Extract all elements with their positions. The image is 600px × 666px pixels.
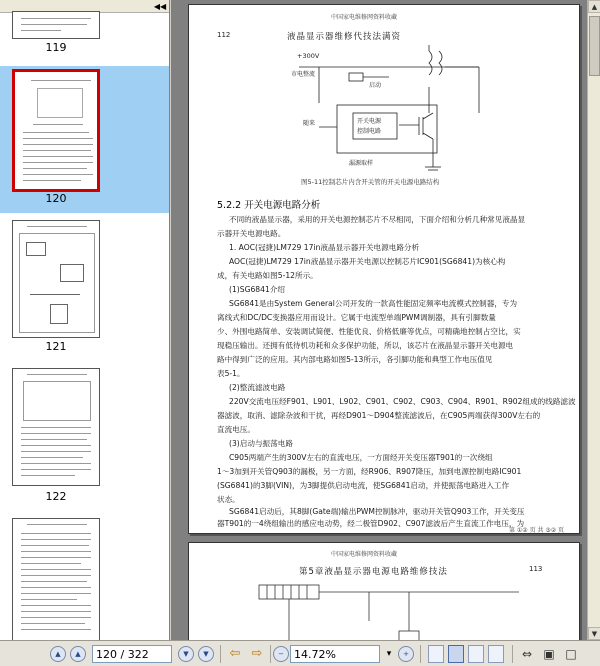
paragraph-line: 成，有关电路如图5-12所示。 xyxy=(217,271,318,280)
figure-sense-label: 漏源取样 xyxy=(349,160,374,167)
thumbnail-item[interactable] xyxy=(0,516,170,640)
paragraph-line: 少、外围电路简单、安装调试简便、性能优良、价格低廉等优点，可精确地控制占空比，实 xyxy=(217,327,521,336)
paragraph-line: AOC(冠捷)LM729 17in液晶显示器开关电源以控制芯片IC901(SG6841)为核心构 xyxy=(229,257,506,266)
paragraph-line: 器滤波，取消、滤除杂波和干扰，再经D901～D904整流滤波后，在C905两端获得300V左右的 xyxy=(217,411,541,420)
fit-page-icon[interactable]: ▣ xyxy=(543,647,555,661)
paragraph-line: (1)SG6841介绍 xyxy=(229,285,285,294)
paragraph-line: 路中得到广泛的应用。其内部电路如图5-13所示，各引脚功能和典型工作电压值见 xyxy=(217,355,493,364)
zoom-level-input[interactable] xyxy=(290,645,380,663)
scroll-up-icon[interactable]: ▲ xyxy=(588,0,600,13)
thumbnail-page-image xyxy=(12,69,100,192)
paragraph-line: SG6841是由System General公司开发的一款高性能固定频率电流模式控制器，专为 xyxy=(229,299,518,308)
figure-caption: 图5-11控制芯片内含开关管的开关电源电路结构 xyxy=(301,178,440,186)
thumbnail-page-number: 120 xyxy=(45,192,67,205)
figure-mains-label: 市电整流 xyxy=(291,71,316,78)
thumbnail-item[interactable] xyxy=(0,218,170,358)
paragraph-line: 不同的液晶显示器，采用的开关电源控制芯片不尽相同，下面介绍和分析几种常见液晶显 xyxy=(229,215,526,224)
thumbnail-sidebar[interactable] xyxy=(0,0,170,640)
paragraph-line: 直流电压。 xyxy=(217,425,255,434)
paragraph-line: SG6841启动后，其8脚(Gate端)输出PWM控制脉冲，驱动开关管Q903工作，开关变压 xyxy=(229,507,525,516)
pdf-page xyxy=(188,4,580,534)
thumbnail-page-image xyxy=(12,368,100,486)
thumbnail-page-number: 122 xyxy=(45,490,67,503)
running-title: 第5章液晶显示器电源电路维修技法 xyxy=(299,567,448,577)
circuit-figure xyxy=(249,581,529,640)
paragraph-line: 现稳压输出。还拥有低待机功耗和众多保护功能，所以，该芯片在液晶显示器开关电源电 xyxy=(217,341,514,350)
running-header: 中国家电维修网资料收藏 xyxy=(331,14,398,21)
next-page-icon[interactable]: ▼ xyxy=(178,646,194,662)
running-title: 液晶显示器维修代技法满资 xyxy=(287,32,402,42)
figure-voltage-label: +300V xyxy=(297,52,320,60)
navigation-toolbar xyxy=(0,640,600,666)
running-header: 中国家电维修网资料收藏 xyxy=(331,551,398,558)
collapse-sidebar-icon[interactable]: ◀◀ xyxy=(153,2,167,11)
paragraph-line: 状态。 xyxy=(217,495,240,504)
figure-fb-label: 随来 xyxy=(303,120,316,127)
figure-box-label-2: 控制电路 xyxy=(357,128,382,135)
figure-box-label-1: 开关电源 xyxy=(357,118,382,125)
facing-view-icon[interactable] xyxy=(468,645,484,663)
thumbnail-page-image xyxy=(12,220,100,338)
paragraph-line: (3)启动与振荡电路 xyxy=(229,439,293,448)
paragraph-line: 示器开关电源电路。 xyxy=(217,229,286,238)
single-page-view-icon[interactable] xyxy=(428,645,444,663)
paragraph-line: 离线式和DC/DC变换器应用而设计。它属于电流型单端PWM调制器，具有引脚数量 xyxy=(217,313,496,322)
continuous-facing-view-icon[interactable] xyxy=(488,645,504,663)
zoom-dropdown-icon[interactable]: ▾ xyxy=(386,649,392,659)
figure-start-label: 启动 xyxy=(369,82,382,89)
paragraph-line: 表5-1。 xyxy=(217,369,245,378)
scroll-down-icon[interactable]: ▼ xyxy=(588,627,600,640)
page-number: 113 xyxy=(529,565,543,573)
actual-size-icon[interactable]: □ xyxy=(565,647,577,661)
page-number-input[interactable] xyxy=(92,645,172,663)
continuous-view-icon[interactable] xyxy=(448,645,464,663)
pdf-page xyxy=(188,542,580,640)
thumbnail-item[interactable] xyxy=(0,366,170,508)
fit-width-icon[interactable]: ⇔ xyxy=(521,647,533,661)
document-view[interactable] xyxy=(171,0,587,640)
thumbnail-item[interactable] xyxy=(0,13,170,57)
paragraph-line: 1. AOC(冠捷)LM729 17in液晶显示器开关电源电路分析 xyxy=(229,243,420,252)
previous-page-icon[interactable]: ▲ xyxy=(70,646,86,662)
zoom-out-icon[interactable]: − xyxy=(273,646,289,662)
paragraph-line: (SG6841)的3脚(VIN)，为3脚提供启动电流，使SG6841启动，并使振荡电路进入工作 xyxy=(217,481,510,490)
section-title: 5.2.2 开关电源电路分析 xyxy=(217,200,321,211)
last-page-icon[interactable]: ▼ xyxy=(198,646,214,662)
thumbnail-item-selected[interactable] xyxy=(0,66,170,213)
paragraph-line: (2)整流滤波电路 xyxy=(229,383,286,392)
vertical-scrollbar[interactable] xyxy=(587,0,600,640)
first-page-icon[interactable]: ▲ xyxy=(50,646,66,662)
page-number: 112 xyxy=(217,31,231,39)
scrollbar-thumb[interactable] xyxy=(589,16,600,76)
thumbnail-page-number: 119 xyxy=(45,41,67,54)
paragraph-line: C905两端产生的300V左右的直流电压，一方面经开关变压器T901的一次绕组 xyxy=(229,453,493,462)
zoom-in-icon[interactable]: + xyxy=(398,646,414,662)
go-back-icon[interactable]: ⇦ xyxy=(229,646,241,661)
thumbnail-page-number: 121 xyxy=(45,340,67,353)
thumbnail-page-image xyxy=(12,11,100,39)
paragraph-line: 器T901的一4绕组输出的感应电动势，经二极管D902、C907滤波后产生直流工作电压，为 xyxy=(217,519,525,528)
go-forward-icon[interactable]: ⇨ xyxy=(251,646,263,661)
thumbnail-page-image xyxy=(12,518,100,640)
paragraph-line: 1～3加到开关管Q903的漏极，另一方面，经R906、R907降压，加到电源控制电路IC901 xyxy=(217,467,522,476)
page-footer: 第 ①② 页 共 ③② 页 xyxy=(509,527,565,534)
circuit-figure xyxy=(279,43,509,173)
paragraph-line: 220V交流电压经F901、L901、L902、C901、C902、C903、C904、R901、R902组成的线路滤波 xyxy=(229,397,576,406)
